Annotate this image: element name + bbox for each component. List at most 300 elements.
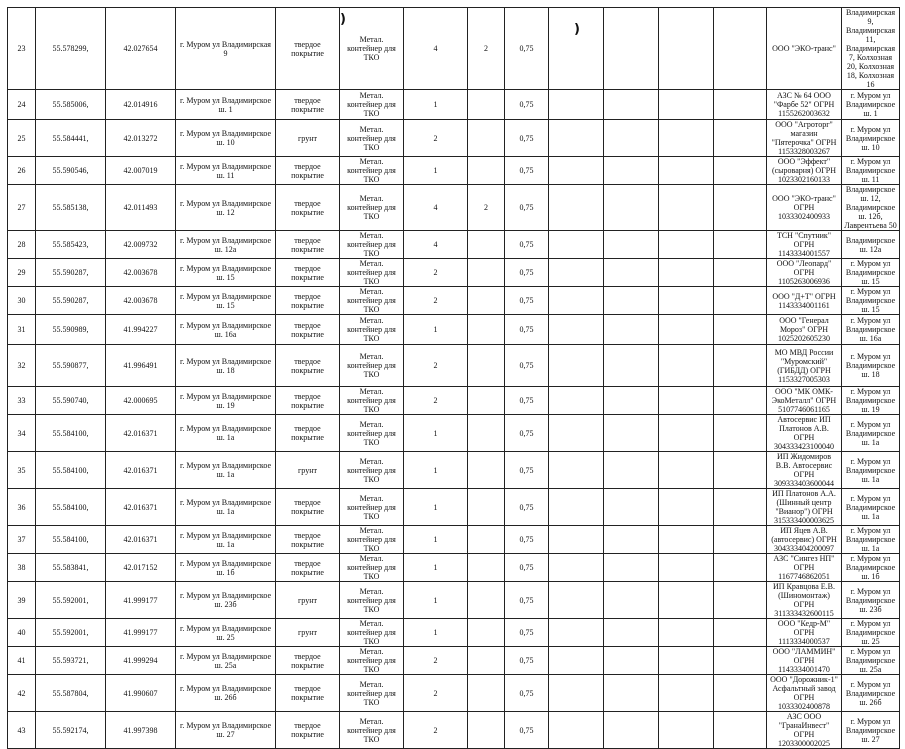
- container-count: 2: [404, 345, 468, 387]
- row-number: 37: [8, 526, 36, 554]
- row-number: 29: [8, 259, 36, 287]
- owner: ООО "Генерал Мороз" ОГРН 1025202605230: [767, 315, 842, 345]
- address: г. Муром ул Владимирское ш. 1а: [176, 526, 276, 554]
- container-count-extra: [468, 315, 505, 345]
- empty-cell: [604, 489, 659, 526]
- container-count-extra: [468, 157, 505, 185]
- table-row: [8, 526, 900, 554]
- waste-source: г. Муром ул Владимирское ш. 25: [842, 619, 900, 647]
- container-type: Метал. контейнер для ТКО: [340, 8, 404, 90]
- waste-source: г. Муром ул Владимирское ш. 1: [842, 90, 900, 120]
- empty-cell: [659, 345, 714, 387]
- table-row: [8, 619, 900, 647]
- empty-cell: [549, 489, 604, 526]
- longitude: 42.011493: [106, 185, 176, 231]
- row-number: 40: [8, 619, 36, 647]
- container-count-extra: [468, 120, 505, 157]
- longitude: 42.009732: [106, 231, 176, 259]
- surface-type: грунт: [276, 619, 340, 647]
- container-count-extra: [468, 582, 505, 619]
- longitude: 42.007019: [106, 157, 176, 185]
- empty-cell: [659, 185, 714, 231]
- handwritten-mark: ): [340, 12, 346, 27]
- empty-cell: [714, 231, 767, 259]
- address: г. Муром ул Владимирское ш. 23б: [176, 582, 276, 619]
- container-type: Метал. контейнер для ТКО: [340, 619, 404, 647]
- owner: МО МВД России "Муромский" (ГИБДД) ОГРН 1153327005303: [767, 345, 842, 387]
- empty-cell: [604, 387, 659, 415]
- waste-source: Владимирское ш. 12, Владимирское ш. 12б, Лаврентьева 50: [842, 185, 900, 231]
- longitude: 41.999177: [106, 619, 176, 647]
- container-count: 1: [404, 90, 468, 120]
- surface-type: твердое покрытие: [276, 231, 340, 259]
- surface-type: твердое покрытие: [276, 8, 340, 90]
- empty-cell: [659, 8, 714, 90]
- address: г. Муром ул Владимирское ш. 19: [176, 387, 276, 415]
- empty-cell: [714, 259, 767, 287]
- surface-type: твердое покрытие: [276, 185, 340, 231]
- container-count: 2: [404, 647, 468, 675]
- table-row: [8, 582, 900, 619]
- container-count: 2: [404, 120, 468, 157]
- owner: ИП Яцев А.В. (автосервис) ОГРН 304333404200097: [767, 526, 842, 554]
- longitude: 42.003678: [106, 287, 176, 315]
- latitude: 55.590287,: [36, 287, 106, 315]
- surface-type: твердое покрытие: [276, 489, 340, 526]
- table-row: [8, 90, 900, 120]
- address: г. Муром ул Владимирское ш. 12: [176, 185, 276, 231]
- table-row: [8, 8, 900, 90]
- empty-cell: [549, 8, 604, 90]
- row-number: 35: [8, 452, 36, 489]
- container-type: Метал. контейнер для ТКО: [340, 387, 404, 415]
- empty-cell: [659, 452, 714, 489]
- empty-cell: [604, 157, 659, 185]
- table-row: [8, 647, 900, 675]
- container-count-extra: [468, 619, 505, 647]
- owner: ООО "Агроторг" магазин "Пятерочка" ОГРН 1153328003267: [767, 120, 842, 157]
- empty-cell: [549, 415, 604, 452]
- longitude: 42.016371: [106, 452, 176, 489]
- latitude: 55.590740,: [36, 387, 106, 415]
- owner: ООО "Эффект"(сыроварня) ОГРН 1023302160133: [767, 157, 842, 185]
- table-body: [8, 8, 900, 749]
- container-type: Метал. контейнер для ТКО: [340, 259, 404, 287]
- container-volume: 0,75: [505, 647, 549, 675]
- empty-cell: [604, 345, 659, 387]
- row-number: 34: [8, 415, 36, 452]
- container-count: 1: [404, 157, 468, 185]
- empty-cell: [659, 582, 714, 619]
- empty-cell: [714, 526, 767, 554]
- container-volume: 0,75: [505, 452, 549, 489]
- empty-cell: [659, 231, 714, 259]
- latitude: 55.590546,: [36, 157, 106, 185]
- empty-cell: [549, 120, 604, 157]
- address: г. Муром ул Владимирское ш. 10: [176, 120, 276, 157]
- owner: ООО "Д+Т" ОГРН 1143334001161: [767, 287, 842, 315]
- container-count: 2: [404, 712, 468, 749]
- waste-source: г. Муром ул Владимирское ш. 1б: [842, 554, 900, 582]
- surface-type: грунт: [276, 120, 340, 157]
- empty-cell: [659, 90, 714, 120]
- empty-cell: [604, 619, 659, 647]
- register-table: [7, 7, 900, 749]
- owner: ООО "ЭКО-транс": [767, 8, 842, 90]
- empty-cell: [604, 712, 659, 749]
- address: г. Муром ул Владимирское ш. 1: [176, 90, 276, 120]
- container-count: 2: [404, 287, 468, 315]
- container-count-extra: [468, 415, 505, 452]
- container-count-extra: 2: [468, 185, 505, 231]
- container-type: Метал. контейнер для ТКО: [340, 526, 404, 554]
- latitude: 55.590287,: [36, 259, 106, 287]
- surface-type: твердое покрытие: [276, 345, 340, 387]
- empty-cell: [604, 526, 659, 554]
- latitude: 55.587804,: [36, 675, 106, 712]
- empty-cell: [659, 120, 714, 157]
- empty-cell: [714, 90, 767, 120]
- latitude: 55.585423,: [36, 231, 106, 259]
- container-volume: 0,75: [505, 90, 549, 120]
- longitude: 41.999177: [106, 582, 176, 619]
- empty-cell: [604, 582, 659, 619]
- empty-cell: [549, 582, 604, 619]
- empty-cell: [604, 185, 659, 231]
- address: г. Муром ул Владимирское ш. 11: [176, 157, 276, 185]
- container-volume: 0,75: [505, 387, 549, 415]
- owner: ИП Жидомиров В.В. Автосервис ОГРН 309333403600044: [767, 452, 842, 489]
- empty-cell: [714, 315, 767, 345]
- waste-source: Владимирское ш. 12а: [842, 231, 900, 259]
- latitude: 55.584441,: [36, 120, 106, 157]
- empty-cell: [714, 387, 767, 415]
- empty-cell: [659, 157, 714, 185]
- longitude: 42.016371: [106, 489, 176, 526]
- container-type: Метал. контейнер для ТКО: [340, 287, 404, 315]
- table-row: [8, 345, 900, 387]
- empty-cell: [549, 185, 604, 231]
- table-row: [8, 489, 900, 526]
- container-count: 1: [404, 415, 468, 452]
- address: г. Муром ул Владимирская 9: [176, 8, 276, 90]
- container-volume: 0,75: [505, 259, 549, 287]
- empty-cell: [549, 315, 604, 345]
- empty-cell: [714, 582, 767, 619]
- owner: ООО "Кедр-М" ОГРН 1113334000537: [767, 619, 842, 647]
- waste-source: г. Муром ул Владимирское ш. 23б: [842, 582, 900, 619]
- row-number: 38: [8, 554, 36, 582]
- container-count: 4: [404, 231, 468, 259]
- empty-cell: [604, 554, 659, 582]
- latitude: 55.583841,: [36, 554, 106, 582]
- container-volume: 0,75: [505, 315, 549, 345]
- longitude: 41.997398: [106, 712, 176, 749]
- empty-cell: [714, 675, 767, 712]
- waste-source: г. Муром ул Владимирское ш. 19: [842, 387, 900, 415]
- container-type: Метал. контейнер для ТКО: [340, 90, 404, 120]
- surface-type: твердое покрытие: [276, 157, 340, 185]
- surface-type: твердое покрытие: [276, 675, 340, 712]
- container-volume: 0,75: [505, 415, 549, 452]
- container-count-extra: [468, 489, 505, 526]
- container-volume: 0,75: [505, 619, 549, 647]
- owner: АЗС № 64 ООО "Фарбе 52" ОГРН 1155262003632: [767, 90, 842, 120]
- surface-type: грунт: [276, 452, 340, 489]
- row-number: 30: [8, 287, 36, 315]
- container-type: Метал. контейнер для ТКО: [340, 489, 404, 526]
- table-row: [8, 287, 900, 315]
- empty-cell: [604, 315, 659, 345]
- waste-source: г. Муром ул Владимирское ш. 1а: [842, 415, 900, 452]
- longitude: 42.014916: [106, 90, 176, 120]
- owner: АЗС ООО "ГранаИнвест" ОГРН 1203300002025: [767, 712, 842, 749]
- container-count-extra: 2: [468, 8, 505, 90]
- address: г. Муром ул Владимирское ш. 1а: [176, 452, 276, 489]
- container-count: 2: [404, 259, 468, 287]
- handwritten-mark: ): [574, 22, 580, 37]
- container-type: Метал. контейнер для ТКО: [340, 120, 404, 157]
- row-number: 33: [8, 387, 36, 415]
- longitude: 42.017152: [106, 554, 176, 582]
- row-number: 32: [8, 345, 36, 387]
- address: г. Муром ул Владимирское ш. 12а: [176, 231, 276, 259]
- empty-cell: [604, 647, 659, 675]
- address: г. Муром ул Владимирское ш. 1а: [176, 489, 276, 526]
- empty-cell: [659, 489, 714, 526]
- surface-type: твердое покрытие: [276, 526, 340, 554]
- container-type: Метал. контейнер для ТКО: [340, 157, 404, 185]
- table-row: [8, 185, 900, 231]
- table-row: [8, 120, 900, 157]
- empty-cell: [549, 157, 604, 185]
- container-type: Метал. контейнер для ТКО: [340, 675, 404, 712]
- table-row: [8, 554, 900, 582]
- empty-cell: [714, 619, 767, 647]
- empty-cell: [714, 489, 767, 526]
- container-count: 1: [404, 452, 468, 489]
- empty-cell: [714, 157, 767, 185]
- longitude: 42.013272: [106, 120, 176, 157]
- row-number: 36: [8, 489, 36, 526]
- container-type: Метал. контейнер для ТКО: [340, 554, 404, 582]
- container-type: Метал. контейнер для ТКО: [340, 231, 404, 259]
- container-volume: 0,75: [505, 345, 549, 387]
- container-count-extra: [468, 259, 505, 287]
- latitude: 55.593721,: [36, 647, 106, 675]
- latitude: 55.584100,: [36, 489, 106, 526]
- container-count: 2: [404, 387, 468, 415]
- owner: АЗС "Сингез НП" ОГРН 1167746862051: [767, 554, 842, 582]
- empty-cell: [604, 287, 659, 315]
- empty-cell: [659, 675, 714, 712]
- container-count: 1: [404, 582, 468, 619]
- container-volume: 0,75: [505, 8, 549, 90]
- empty-cell: [549, 554, 604, 582]
- table-row: [8, 415, 900, 452]
- surface-type: твердое покрытие: [276, 287, 340, 315]
- empty-cell: [549, 526, 604, 554]
- container-volume: 0,75: [505, 675, 549, 712]
- container-volume: 0,75: [505, 489, 549, 526]
- container-type: Метал. контейнер для ТКО: [340, 185, 404, 231]
- latitude: 55.578299,: [36, 8, 106, 90]
- latitude: 55.585006,: [36, 90, 106, 120]
- container-count-extra: [468, 712, 505, 749]
- address: г. Муром ул Владимирское ш. 1а: [176, 415, 276, 452]
- container-count-extra: [468, 554, 505, 582]
- address: г. Муром ул Владимирское ш. 15: [176, 287, 276, 315]
- container-type: Метал. контейнер для ТКО: [340, 452, 404, 489]
- container-count-extra: [468, 90, 505, 120]
- row-number: 43: [8, 712, 36, 749]
- address: г. Муром ул Владимирское ш. 25а: [176, 647, 276, 675]
- container-count: 4: [404, 185, 468, 231]
- longitude: 42.003678: [106, 259, 176, 287]
- container-type: Метал. контейнер для ТКО: [340, 315, 404, 345]
- waste-source: г. Муром ул Владимирское ш. 11: [842, 157, 900, 185]
- longitude: 42.016371: [106, 415, 176, 452]
- empty-cell: [659, 387, 714, 415]
- table-row: [8, 712, 900, 749]
- owner: Автосервис ИП Платонов А.В. ОГРН 304333423100040: [767, 415, 842, 452]
- empty-cell: [549, 90, 604, 120]
- container-type: Метал. контейнер для ТКО: [340, 415, 404, 452]
- waste-source: г. Муром ул Владимирское ш. 1а: [842, 452, 900, 489]
- container-count: 4: [404, 8, 468, 90]
- empty-cell: [549, 287, 604, 315]
- row-number: 23: [8, 8, 36, 90]
- address: г. Муром ул Владимирское ш. 1б: [176, 554, 276, 582]
- container-volume: 0,75: [505, 712, 549, 749]
- empty-cell: [714, 185, 767, 231]
- waste-source: г. Муром ул Владимирское ш. 26б: [842, 675, 900, 712]
- empty-cell: [604, 8, 659, 90]
- empty-cell: [549, 231, 604, 259]
- empty-cell: [714, 287, 767, 315]
- waste-source: г. Муром ул Владимирское ш. 18: [842, 345, 900, 387]
- empty-cell: [714, 554, 767, 582]
- table-row: [8, 675, 900, 712]
- empty-cell: [604, 90, 659, 120]
- latitude: 55.592001,: [36, 582, 106, 619]
- owner: ООО "МК ОМК-ЭкоМеталл" ОГРН 5107746061165: [767, 387, 842, 415]
- empty-cell: [659, 554, 714, 582]
- empty-cell: [604, 675, 659, 712]
- table-row: [8, 387, 900, 415]
- container-count: 1: [404, 315, 468, 345]
- waste-source: г. Муром ул Владимирское ш. 1а: [842, 526, 900, 554]
- surface-type: твердое покрытие: [276, 315, 340, 345]
- container-count: 1: [404, 554, 468, 582]
- container-type: Метал. контейнер для ТКО: [340, 345, 404, 387]
- container-volume: 0,75: [505, 231, 549, 259]
- container-count-extra: [468, 345, 505, 387]
- container-type: Метал. контейнер для ТКО: [340, 582, 404, 619]
- longitude: 41.999294: [106, 647, 176, 675]
- owner: ТСН "Спутник" ОГРН 1143334001557: [767, 231, 842, 259]
- owner: ООО "Леопард" ОГРН 1105263006936: [767, 259, 842, 287]
- container-type: Метал. контейнер для ТКО: [340, 647, 404, 675]
- empty-cell: [549, 259, 604, 287]
- empty-cell: [549, 619, 604, 647]
- empty-cell: [659, 647, 714, 675]
- table-row: [8, 452, 900, 489]
- address: г. Муром ул Владимирское ш. 27: [176, 712, 276, 749]
- owner: ООО "ЭКО-транс" ОГРН 1033302400933: [767, 185, 842, 231]
- surface-type: твердое покрытие: [276, 554, 340, 582]
- empty-cell: [604, 415, 659, 452]
- empty-cell: [549, 712, 604, 749]
- surface-type: твердое покрытие: [276, 712, 340, 749]
- address: г. Муром ул Владимирское ш. 18: [176, 345, 276, 387]
- waste-source: г. Муром ул Владимирское ш. 15: [842, 259, 900, 287]
- row-number: 27: [8, 185, 36, 231]
- longitude: 41.996491: [106, 345, 176, 387]
- surface-type: твердое покрытие: [276, 387, 340, 415]
- surface-type: твердое покрытие: [276, 90, 340, 120]
- container-count: 2: [404, 675, 468, 712]
- container-count: 1: [404, 526, 468, 554]
- surface-type: твердое покрытие: [276, 647, 340, 675]
- waste-source: Владимирская 9, Владимирская 11, Владимирская 7, Колхозная 20, Колхозная 18, Колхозная 16: [842, 8, 900, 90]
- empty-cell: [714, 345, 767, 387]
- row-number: 28: [8, 231, 36, 259]
- waste-source: г. Муром ул Владимирское ш. 25а: [842, 647, 900, 675]
- empty-cell: [659, 287, 714, 315]
- empty-cell: [604, 231, 659, 259]
- empty-cell: [714, 8, 767, 90]
- container-volume: 0,75: [505, 526, 549, 554]
- row-number: 39: [8, 582, 36, 619]
- empty-cell: [549, 387, 604, 415]
- container-count-extra: [468, 647, 505, 675]
- table-row: [8, 259, 900, 287]
- surface-type: твердое покрытие: [276, 415, 340, 452]
- empty-cell: [714, 647, 767, 675]
- waste-source: г. Муром ул Владимирское ш. 10: [842, 120, 900, 157]
- waste-source: г. Муром ул Владимирское ш. 15: [842, 287, 900, 315]
- empty-cell: [659, 259, 714, 287]
- container-count: 1: [404, 489, 468, 526]
- empty-cell: [714, 712, 767, 749]
- container-count-extra: [468, 675, 505, 712]
- owner: ИП Кравцова Е.В. (Шиномонтаж) ОГРН 311333432600115: [767, 582, 842, 619]
- table-row: [8, 157, 900, 185]
- container-count-extra: [468, 452, 505, 489]
- longitude: 41.990607: [106, 675, 176, 712]
- row-number: 24: [8, 90, 36, 120]
- latitude: 55.592001,: [36, 619, 106, 647]
- container-count-extra: [468, 231, 505, 259]
- empty-cell: [659, 619, 714, 647]
- empty-cell: [604, 120, 659, 157]
- empty-cell: [604, 452, 659, 489]
- empty-cell: [659, 415, 714, 452]
- latitude: 55.590989,: [36, 315, 106, 345]
- latitude: 55.584100,: [36, 415, 106, 452]
- empty-cell: [549, 647, 604, 675]
- container-volume: 0,75: [505, 120, 549, 157]
- waste-source: г. Муром ул Владимирское ш. 16а: [842, 315, 900, 345]
- container-count-extra: [468, 526, 505, 554]
- empty-cell: [659, 526, 714, 554]
- owner: ООО "ЛАММИН" ОГРН 1143334001470: [767, 647, 842, 675]
- container-count-extra: [468, 287, 505, 315]
- latitude: 55.590877,: [36, 345, 106, 387]
- waste-source: г. Муром ул Владимирское ш. 1а: [842, 489, 900, 526]
- latitude: 55.584100,: [36, 452, 106, 489]
